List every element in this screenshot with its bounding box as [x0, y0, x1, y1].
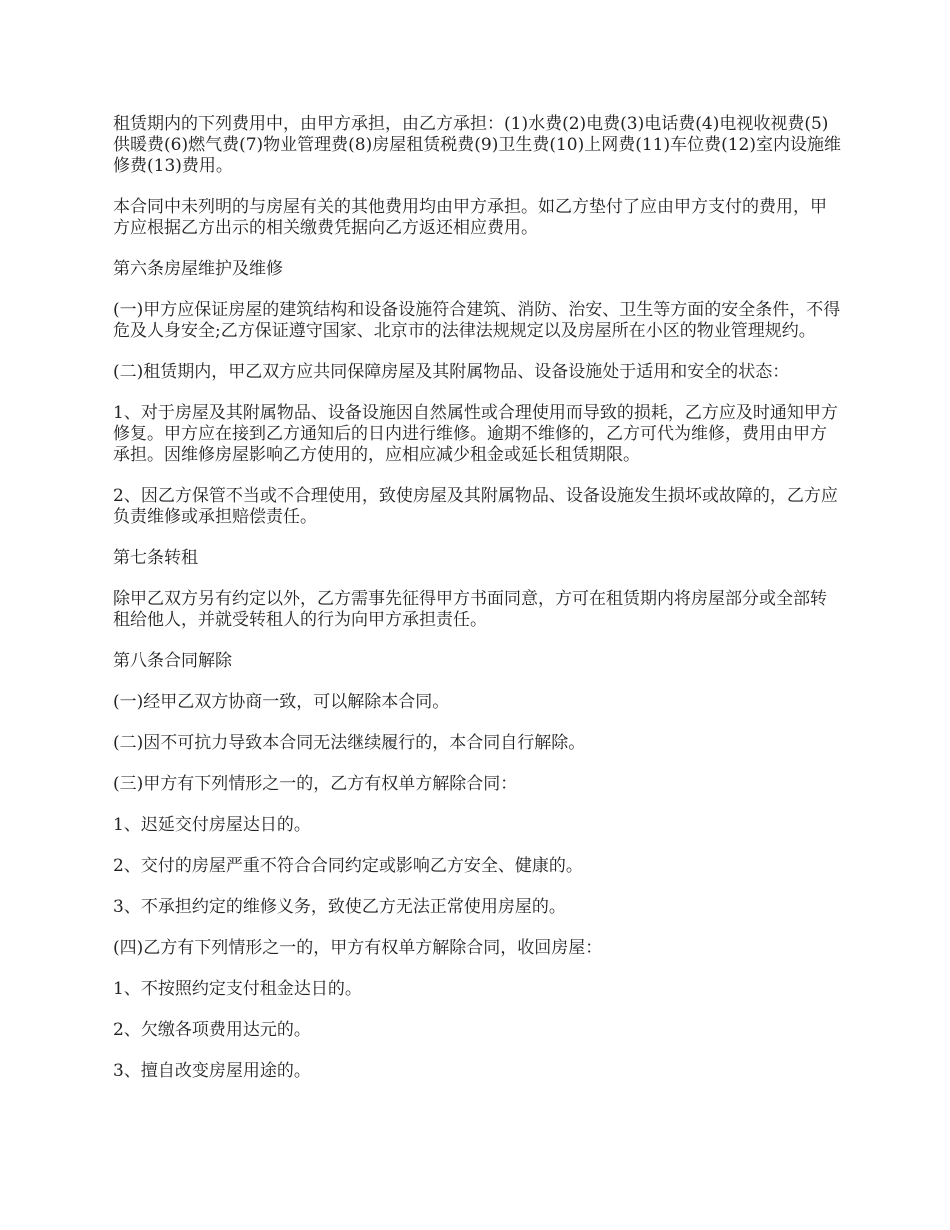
paragraph-article-8-item-3: (三)甲方有下列情形之一的，乙方有权单方解除合同：: [113, 774, 518, 794]
section-heading-article-6: 第六条房屋维护及维修: [113, 259, 283, 279]
document-body: [113, 114, 843, 1102]
paragraph-other-fees: 本合同中未列明的与房屋有关的其他费用均由甲方承担。如乙方垫付了应由甲方支付的费用，甲方应根据乙方出示的相关缴费凭据向乙方返还相应费用。: [113, 197, 827, 238]
paragraph-article-8-item-3-sub-1: 1、迟延交付房屋达日的。: [113, 815, 311, 835]
paragraph-article-8-item-1: (一)经甲乙双方协商一致，可以解除本合同。: [113, 692, 450, 712]
paragraph-article-8-item-4: (四)乙方有下列情形之一的，甲方有权单方解除合同，收回房屋：: [113, 938, 603, 958]
paragraph-article-8-item-4-sub-3: 3、擅自改变房屋用途的。: [113, 1061, 311, 1081]
paragraph-article-8-item-2: (二)因不可抗力导致本合同无法继续履行的，本合同自行解除。: [113, 733, 586, 753]
paragraph-article-6-subitem-2: 2、因乙方保管不当或不合理使用，致使房屋及其附属物品、设备设施发生损坏或故障的，乙方应负责维修或承担赔偿责任。: [113, 486, 838, 527]
paragraph-article-8-item-4-sub-2: 2、欠缴各项费用达元的。: [113, 1020, 311, 1040]
section-heading-article-7: 第七条转租: [113, 548, 198, 568]
paragraph-article-6-item-1: (一)甲方应保证房屋的建筑结构和设备设施符合建筑、消防、治安、卫生等方面的安全条件，不得危及人身安全;乙方保证遵守国家、北京市的法律法规规定以及房屋所在小区的物业管理规约。: [113, 300, 841, 341]
paragraph-article-6-item-2: (二)租赁期内，甲乙双方应共同保障房屋及其附属物品、设备设施处于适用和安全的状态：: [113, 362, 790, 382]
paragraph-utility-fees: 租赁期内的下列费用中，由甲方承担，由乙方承担：(1)水费(2)电费(3)电话费(4)电视收视费(5)供暖费(6)燃气费(7)物业管理费(8)房屋租赁税费(9)卫生费(10)上网费(11)车位费(12)室内设施维修费(13)费用。: [113, 114, 842, 176]
paragraph-article-6-subitem-1: 1、对于房屋及其附属物品、设备设施因自然属性或合理使用而导致的损耗，乙方应及时通知甲方修复。甲方应在接到乙方通知后的日内进行维修。逾期不维修的，乙方可代为维修，费用由甲方承担。因维修房屋影响乙方使用的，应相应减少租金或延长租赁期限。: [113, 403, 838, 465]
paragraph-article-8-item-3-sub-3: 3、不承担约定的维修义务，致使乙方无法正常使用房屋的。: [113, 897, 566, 917]
paragraph-article-8-item-4-sub-1: 1、不按照约定支付租金达日的。: [113, 979, 362, 999]
paragraph-article-7: 除甲乙双方另有约定以外，乙方需事先征得甲方书面同意，方可在租赁期内将房屋部分或全部转租给他人，并就受转租人的行为向甲方承担责任。: [113, 589, 827, 630]
paragraph-article-8-item-3-sub-2: 2、交付的房屋严重不符合合同约定或影响乙方安全、健康的。: [113, 856, 583, 876]
section-heading-article-8: 第八条合同解除: [113, 651, 232, 671]
